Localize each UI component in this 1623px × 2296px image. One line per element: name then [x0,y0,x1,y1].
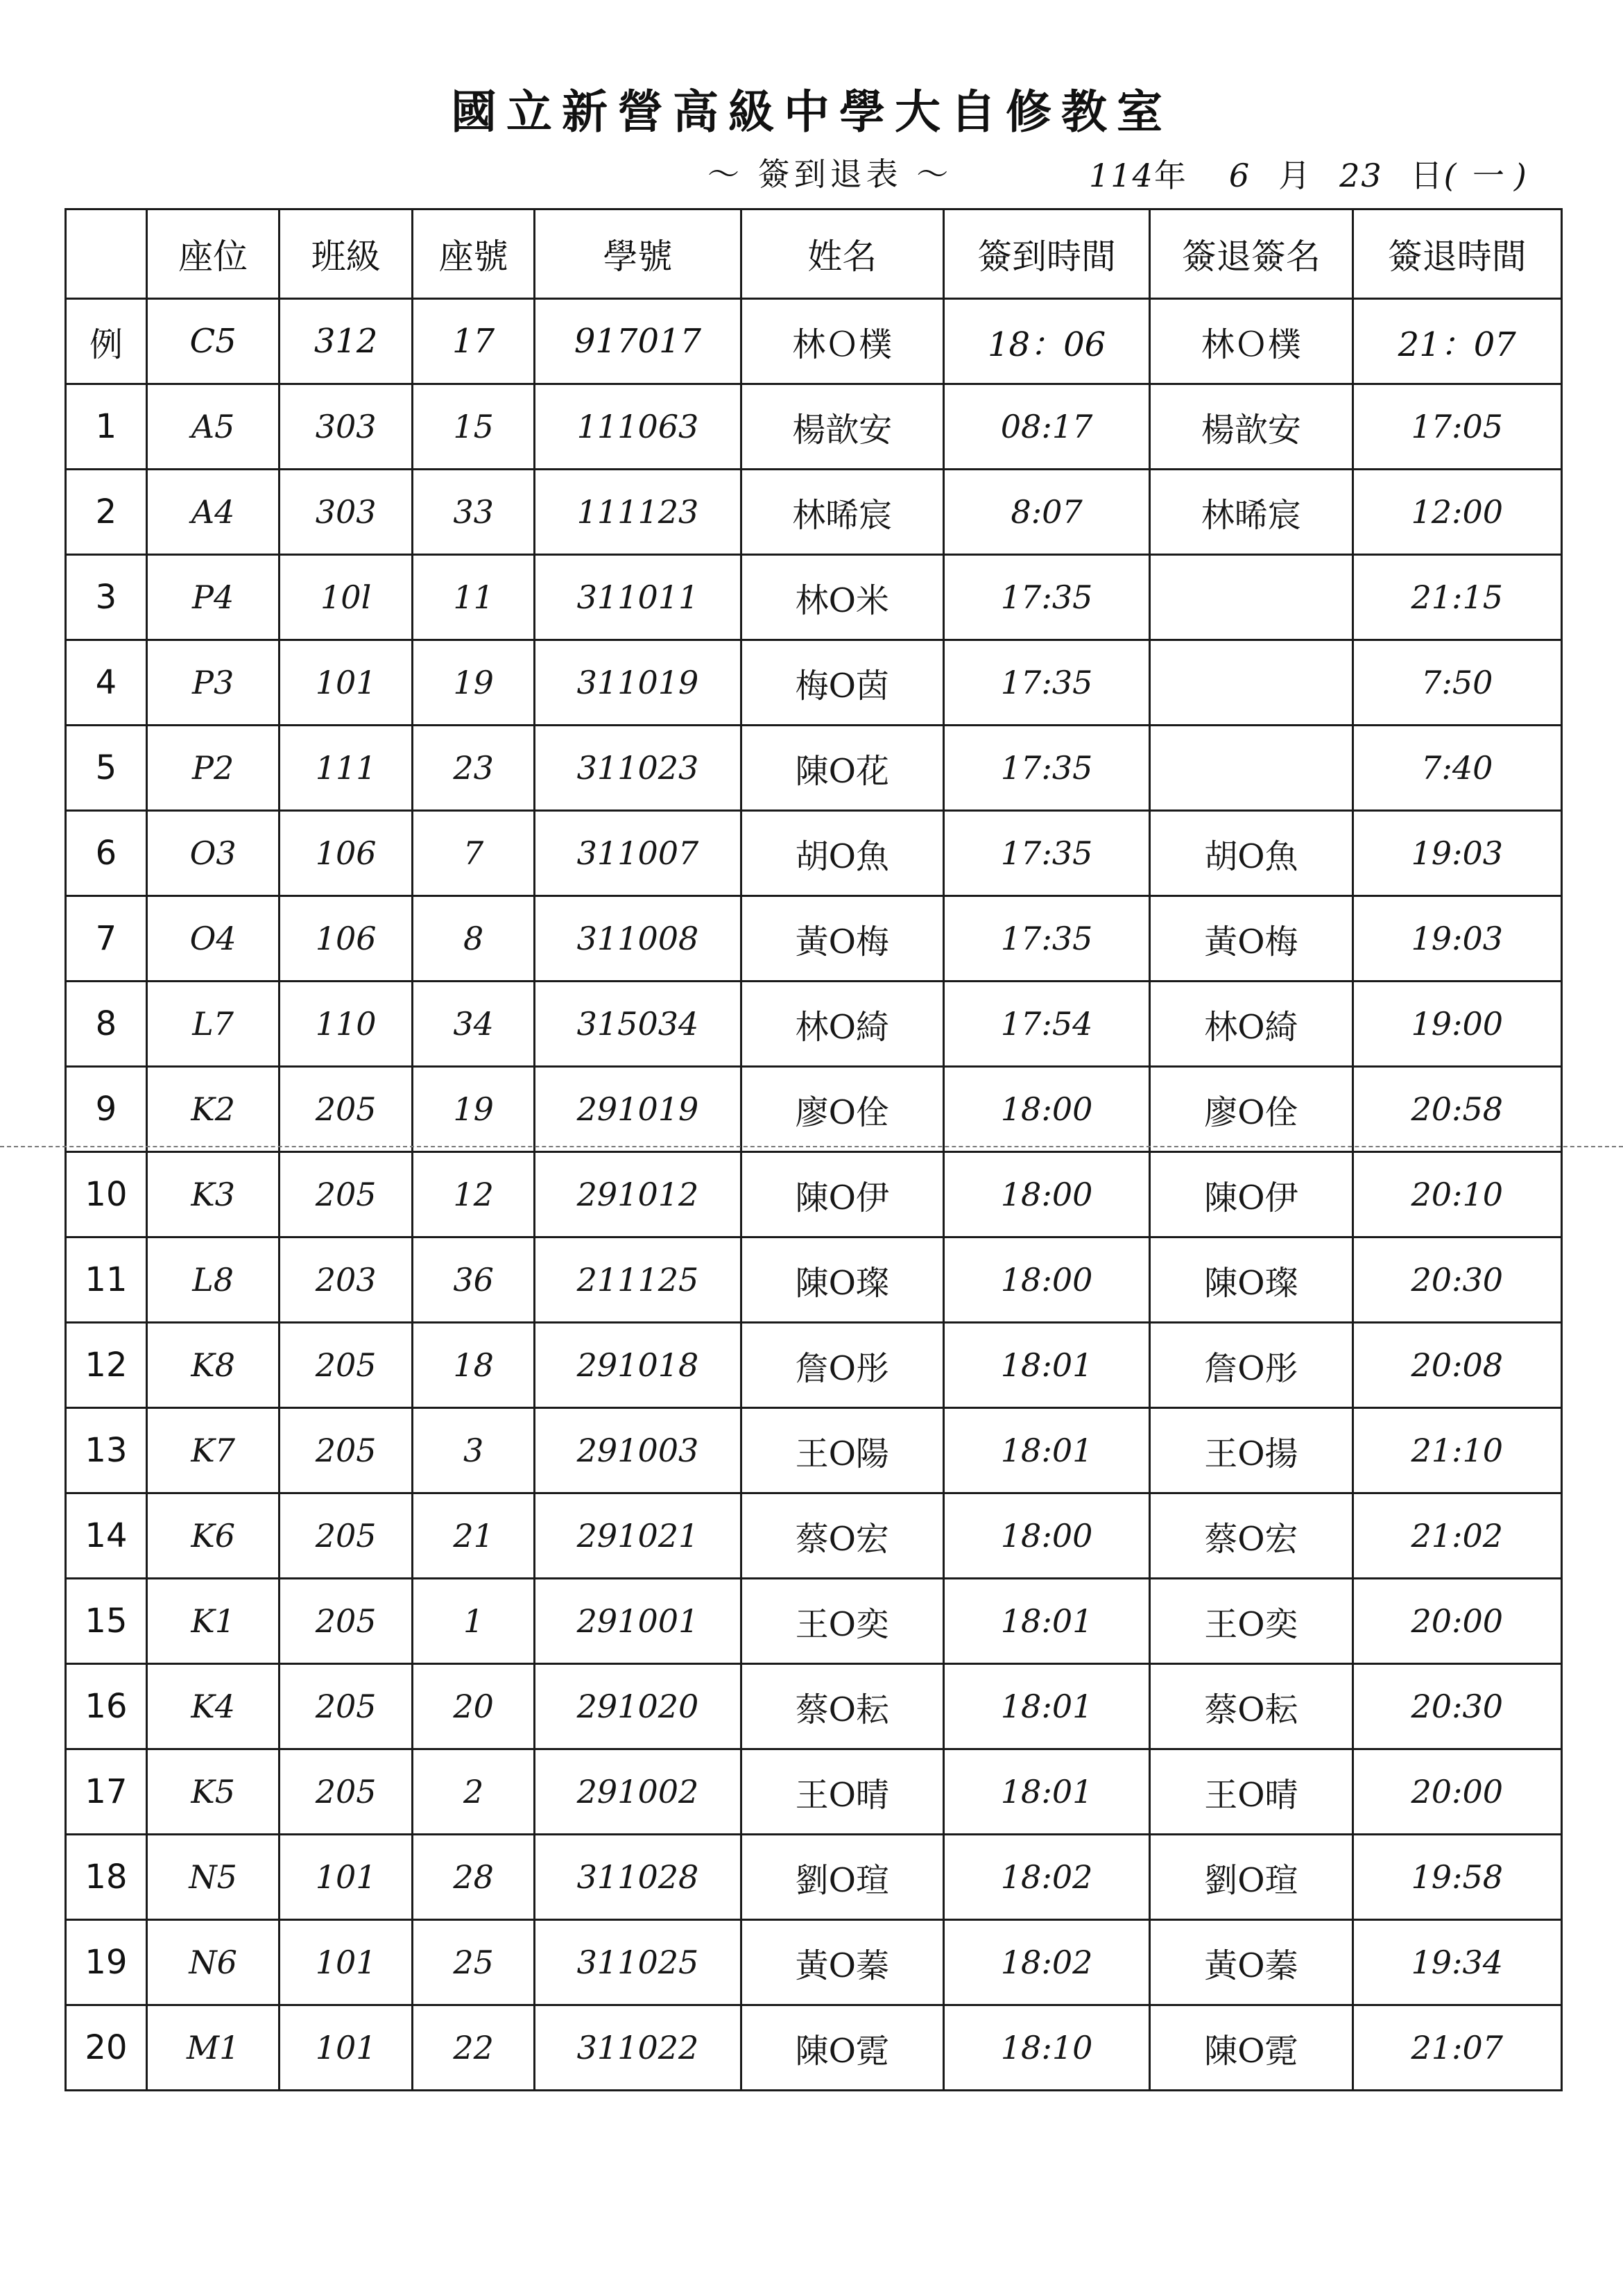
example-name: 林Ｏ樸 [741,299,943,384]
date-year-label: 年 [1153,157,1187,194]
cell-seat: P2 [146,726,280,811]
cell-sign-out-signature: 胡O魚 [1150,811,1352,896]
cell-student-id: 311028 [535,1835,741,1920]
table-row [66,384,1562,470]
cell-seat-no: 15 [412,384,534,470]
cell-seat: M1 [146,2005,280,2091]
cell-sign-out-signature: 蔡O耘 [1150,1664,1352,1749]
cell-student-id: 311025 [535,1920,741,2005]
example-seat: C5 [146,299,280,384]
table-row [66,555,1562,640]
table-row [66,1408,1562,1493]
cell-sign-out-time: 17:05 [1352,384,1561,470]
cell-student-id: 311022 [535,2005,741,2091]
cell-class: 205 [280,1493,413,1579]
cell-sign-out-signature: 詹O彤 [1150,1323,1352,1408]
cell-student-id: 291020 [535,1664,741,1749]
cell-student-id: 291019 [535,1067,741,1152]
row-number: 15 [66,1579,147,1664]
cell-student-id: 291001 [535,1579,741,1664]
cell-sign-in-time: 18:01 [943,1323,1149,1408]
cell-sign-out-signature [1150,640,1352,726]
cell-seat-no: 34 [412,982,534,1067]
cell-name: 林O綺 [741,982,943,1067]
subtitle-line [0,149,1623,198]
cell-name: 廖O佺 [741,1067,943,1152]
cell-sign-out-signature: 王O奕 [1150,1579,1352,1664]
cell-name: 陳O璨 [741,1237,943,1323]
table-row [66,896,1562,982]
cell-sign-out-time: 19:00 [1352,982,1561,1067]
cell-sign-out-time: 20:00 [1352,1749,1561,1835]
cell-sign-out-signature: 蔡O宏 [1150,1493,1352,1579]
cell-seat-no: 20 [412,1664,534,1749]
header-row [66,209,1562,299]
table-row [66,1067,1562,1152]
cell-sign-out-signature: 陳O霓 [1150,2005,1352,2091]
cell-name: 蔡O宏 [741,1493,943,1579]
cell-seat: K6 [146,1493,280,1579]
cell-student-id: 291021 [535,1493,741,1579]
cell-sign-out-signature: 廖O佺 [1150,1067,1352,1152]
cell-name: 王O奕 [741,1579,943,1664]
cell-sign-out-time: 20:00 [1352,1579,1561,1664]
cell-class: 205 [280,1323,413,1408]
cell-name: 陳O霓 [741,2005,943,2091]
page-title: 國立新營高級中學大自修教室 [451,85,1172,139]
cell-student-id: 311008 [535,896,741,982]
cell-name: 林O米 [741,555,943,640]
table-row [66,811,1562,896]
header-class: 班級 [280,209,413,299]
cell-sign-out-time: 20:10 [1352,1152,1561,1237]
cell-class: 205 [280,1579,413,1664]
example-label: 例 [66,299,147,384]
table-row [66,1152,1562,1237]
header-student-id: 學號 [535,209,741,299]
cell-class: 10l [280,555,413,640]
cell-sign-in-time: 18:02 [943,1920,1149,2005]
cell-sign-out-time: 20:58 [1352,1067,1561,1152]
cell-seat: P3 [146,640,280,726]
cell-sign-out-time: 19:34 [1352,1920,1561,2005]
cell-seat-no: 8 [412,896,534,982]
table-row [66,1749,1562,1835]
cell-seat: K7 [146,1408,280,1493]
row-number: 19 [66,1920,147,2005]
row-number: 17 [66,1749,147,1835]
cell-sign-in-time: 18:01 [943,1408,1149,1493]
cell-sign-in-time: 08:17 [943,384,1149,470]
header-seat: 座位 [146,209,280,299]
table-row [66,1579,1562,1664]
table-row [66,470,1562,555]
cell-student-id: 291012 [535,1152,741,1237]
form-date [1089,151,1528,196]
cell-sign-out-time: 19:58 [1352,1835,1561,1920]
cell-seat-no: 11 [412,555,534,640]
row-number: 2 [66,470,147,555]
example-class: 312 [280,299,413,384]
cell-seat-no: 36 [412,1237,534,1323]
cell-student-id: 315034 [535,982,741,1067]
cell-sign-in-time: 17:35 [943,811,1149,896]
cell-seat-no: 2 [412,1749,534,1835]
cell-sign-in-time: 18:01 [943,1749,1149,1835]
table-row [66,1835,1562,1920]
cell-sign-in-time: 17:35 [943,555,1149,640]
row-number: 7 [66,896,147,982]
row-number: 16 [66,1664,147,1749]
row-number: 6 [66,811,147,896]
cell-sign-out-signature [1150,726,1352,811]
cell-sign-out-time: 12:00 [1352,470,1561,555]
cell-seat: A5 [146,384,280,470]
cell-seat: K8 [146,1323,280,1408]
example-sign-in-time: 18：06 [943,299,1149,384]
cell-seat: L8 [146,1237,280,1323]
cell-sign-out-signature: 黃O梅 [1150,896,1352,982]
cell-name: 林晞宸 [741,470,943,555]
cell-sign-in-time: 18:00 [943,1067,1149,1152]
cell-seat: O3 [146,811,280,896]
cell-sign-in-time: 18:00 [943,1493,1149,1579]
cell-sign-out-signature: 陳O伊 [1150,1152,1352,1237]
table-row [66,982,1562,1067]
cell-class: 205 [280,1749,413,1835]
example-row [66,299,1562,384]
cell-seat-no: 28 [412,1835,534,1920]
cell-sign-in-time: 18:10 [943,2005,1149,2091]
cell-student-id: 311011 [535,555,741,640]
table-row [66,1237,1562,1323]
cell-sign-in-time: 18:00 [943,1152,1149,1237]
cell-sign-in-time: 18:01 [943,1664,1149,1749]
cell-class: 303 [280,470,413,555]
date-month: 6 [1228,157,1251,194]
row-number: 10 [66,1152,147,1237]
cell-student-id: 111123 [535,470,741,555]
cell-sign-out-signature: 林O綺 [1150,982,1352,1067]
cell-seat: K4 [146,1664,280,1749]
cell-seat-no: 21 [412,1493,534,1579]
row-number: 14 [66,1493,147,1579]
cell-sign-out-time: 7:50 [1352,640,1561,726]
cell-name: 陳O花 [741,726,943,811]
cell-sign-out-signature: 陳O璨 [1150,1237,1352,1323]
cell-sign-out-signature [1150,555,1352,640]
cell-class: 101 [280,2005,413,2091]
cell-sign-out-time: 20:30 [1352,1237,1561,1323]
cell-seat: L7 [146,982,280,1067]
cell-sign-in-time: 17:35 [943,896,1149,982]
form-subtitle: ～ 簽到退表 ～ [707,155,953,193]
cell-sign-out-time: 21:15 [1352,555,1561,640]
cell-class: 205 [280,1067,413,1152]
row-number: 12 [66,1323,147,1408]
cell-sign-out-time: 21:02 [1352,1493,1561,1579]
header-seat-no: 座號 [412,209,534,299]
cell-sign-in-time: 18:00 [943,1237,1149,1323]
cell-sign-out-time: 21:10 [1352,1408,1561,1493]
table-row [66,640,1562,726]
cell-student-id: 211125 [535,1237,741,1323]
cell-student-id: 291018 [535,1323,741,1408]
cell-name: 陳O伊 [741,1152,943,1237]
cell-class: 101 [280,1920,413,2005]
table-row [66,1920,1562,2005]
cell-seat-no: 19 [412,1067,534,1152]
cell-class: 205 [280,1664,413,1749]
header-sign-out-time: 簽退時間 [1352,209,1561,299]
table-row [66,1323,1562,1408]
cell-class: 111 [280,726,413,811]
table-row [66,1493,1562,1579]
cell-seat-no: 22 [412,2005,534,2091]
row-number: 9 [66,1067,147,1152]
cell-sign-in-time: 17:54 [943,982,1149,1067]
cell-seat-no: 12 [412,1152,534,1237]
row-number: 1 [66,384,147,470]
row-number: 18 [66,1835,147,1920]
row-number: 3 [66,555,147,640]
cell-seat: K1 [146,1579,280,1664]
cell-name: 梅O茵 [741,640,943,726]
cell-sign-in-time: 8:07 [943,470,1149,555]
cell-class: 203 [280,1237,413,1323]
cell-sign-out-signature: 劉O瑄 [1150,1835,1352,1920]
row-number: 11 [66,1237,147,1323]
date-year: 114 [1089,157,1154,194]
cell-name: 劉O瑄 [741,1835,943,1920]
cell-class: 205 [280,1152,413,1237]
cell-seat-no: 23 [412,726,534,811]
cell-seat-no: 18 [412,1323,534,1408]
cell-name: 黃O梅 [741,896,943,982]
cell-sign-out-time: 19:03 [1352,896,1561,982]
cell-seat: O4 [146,896,280,982]
cell-sign-out-signature: 王O揚 [1150,1408,1352,1493]
cell-seat: A4 [146,470,280,555]
table-row [66,1664,1562,1749]
cell-name: 黃O蓁 [741,1920,943,2005]
cell-name: 蔡O耘 [741,1664,943,1749]
cell-sign-out-signature: 林晞宸 [1150,470,1352,555]
cell-student-id: 111063 [535,384,741,470]
row-number: 13 [66,1408,147,1493]
cell-seat: K3 [146,1152,280,1237]
cell-seat-no: 3 [412,1408,534,1493]
cell-seat-no: 19 [412,640,534,726]
example-student-id: 917017 [535,299,741,384]
cell-name: 楊歆安 [741,384,943,470]
date-day: 23 [1339,157,1383,194]
cell-sign-out-time: 7:40 [1352,726,1561,811]
example-seat-no: 17 [412,299,534,384]
cell-sign-out-time: 21:07 [1352,2005,1561,2091]
cell-class: 303 [280,384,413,470]
date-weekday: ( 一 ) [1443,157,1528,194]
cell-seat: N6 [146,1920,280,2005]
cell-class: 106 [280,896,413,982]
cell-class: 101 [280,640,413,726]
date-month-label: 月 [1278,157,1312,194]
cell-name: 王O陽 [741,1408,943,1493]
cell-sign-in-time: 17:35 [943,640,1149,726]
cell-class: 205 [280,1408,413,1493]
cell-class: 101 [280,1835,413,1920]
cell-student-id: 311023 [535,726,741,811]
table-row [66,726,1562,811]
cell-seat: N5 [146,1835,280,1920]
cell-student-id: 291003 [535,1408,741,1493]
header-name: 姓名 [741,209,943,299]
row-number: 8 [66,982,147,1067]
cell-student-id: 291002 [535,1749,741,1835]
cell-student-id: 311019 [535,640,741,726]
cell-sign-in-time: 17:35 [943,726,1149,811]
row-number: 4 [66,640,147,726]
row-number: 20 [66,2005,147,2091]
cell-name: 詹O彤 [741,1323,943,1408]
sign-in-table [65,208,1563,2091]
cell-sign-in-time: 18:02 [943,1835,1149,1920]
cell-sign-out-time: 19:03 [1352,811,1561,896]
cell-seat-no: 33 [412,470,534,555]
row-number: 5 [66,726,147,811]
cell-sign-out-time: 20:30 [1352,1664,1561,1749]
cell-name: 胡O魚 [741,811,943,896]
header-index [66,209,147,299]
cell-seat-no: 1 [412,1579,534,1664]
cell-seat: K5 [146,1749,280,1835]
cell-seat: K2 [146,1067,280,1152]
header-sign-out-signature: 簽退簽名 [1150,209,1352,299]
example-sign-out-signature: 林Ｏ樸 [1150,299,1352,384]
header-sign-in-time: 簽到時間 [943,209,1149,299]
cell-sign-out-time: 20:08 [1352,1323,1561,1408]
cell-sign-out-signature: 楊歆安 [1150,384,1352,470]
cell-student-id: 311007 [535,811,741,896]
fold-line [0,1146,1623,1147]
cell-sign-out-signature: 黃O蓁 [1150,1920,1352,2005]
cell-class: 106 [280,811,413,896]
date-day-label: 日 [1410,157,1444,194]
cell-seat-no: 7 [412,811,534,896]
cell-sign-in-time: 18:01 [943,1579,1149,1664]
example-sign-out-time: 21：07 [1352,299,1561,384]
cell-seat: P4 [146,555,280,640]
cell-seat-no: 25 [412,1920,534,2005]
cell-sign-out-signature: 王O晴 [1150,1749,1352,1835]
table-row [66,2005,1562,2091]
cell-class: 110 [280,982,413,1067]
cell-name: 王O晴 [741,1749,943,1835]
